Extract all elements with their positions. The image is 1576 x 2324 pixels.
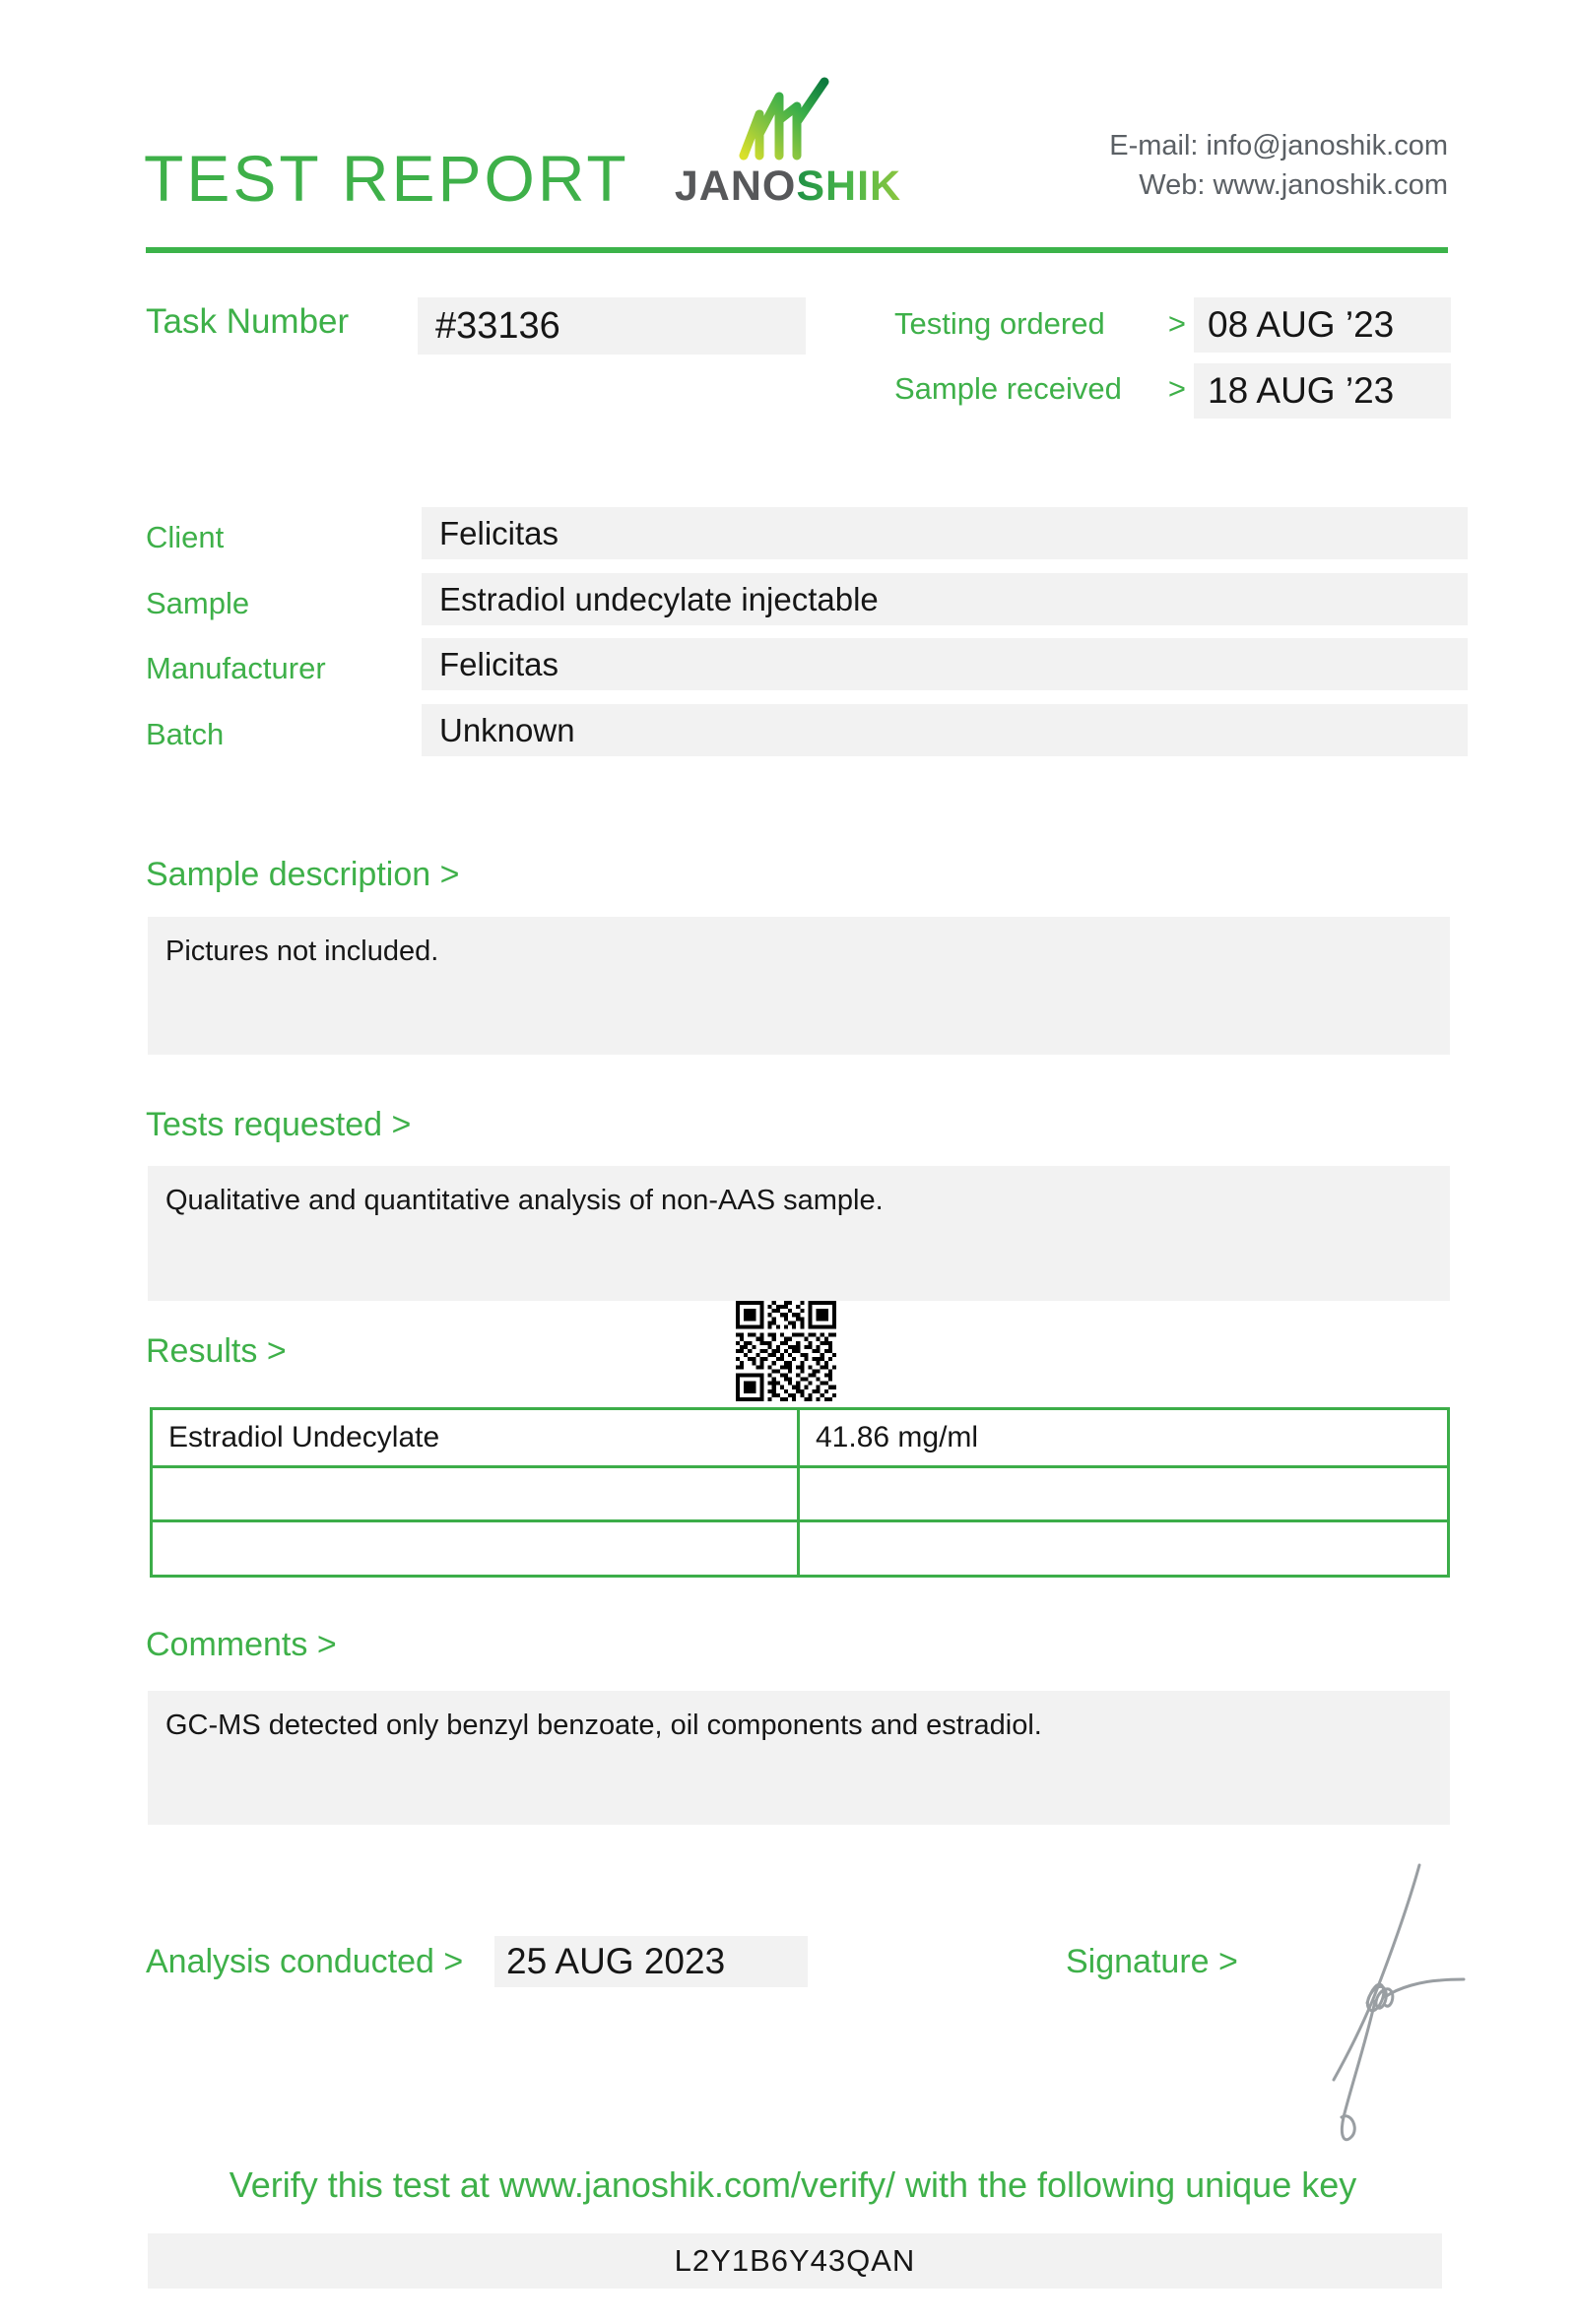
- results-table: [150, 1407, 1450, 1578]
- contact-email: E-mail: info@janoshik.com: [1109, 130, 1448, 161]
- page-title: TEST REPORT: [144, 142, 629, 215]
- client-label: Client: [146, 520, 225, 554]
- manufacturer-label: Manufacturer: [146, 651, 326, 685]
- growth-chart-icon: [737, 77, 837, 163]
- result-row-value: [797, 1465, 1447, 1520]
- manufacturer-value: Felicitas: [422, 638, 1468, 690]
- handwritten-signature: [1273, 1843, 1489, 2159]
- comments-heading: Comments >: [146, 1626, 337, 1663]
- verify-instruction: Verify this test at www.janoshik.com/verify/ with the following unique key: [229, 2164, 1357, 2205]
- logo-word-shik: SHIK: [796, 162, 902, 210]
- signature-label: Signature >: [1066, 1943, 1238, 1980]
- sample-description-box: Pictures not included.: [148, 917, 1450, 1055]
- analysis-conducted-value: 25 AUG 2023: [494, 1936, 808, 1987]
- comments-box: GC-MS detected only benzyl benzoate, oil components and estradiol.: [148, 1691, 1450, 1825]
- result-row-value: 41.86 mg/ml: [797, 1410, 1447, 1465]
- sample-received-value: 18 AUG ’23: [1194, 363, 1451, 419]
- testing-ordered-text: Testing ordered: [894, 306, 1105, 341]
- result-row-name: [153, 1519, 797, 1575]
- results-heading: Results >: [146, 1332, 287, 1370]
- testing-ordered-value: 08 AUG ’23: [1194, 297, 1451, 353]
- batch-value: Unknown: [422, 704, 1468, 756]
- sample-received-text: Sample received: [894, 371, 1122, 406]
- batch-label: Batch: [146, 717, 225, 751]
- sample-label: Sample: [146, 586, 250, 620]
- contact-web: Web: www.janoshik.com: [1139, 169, 1448, 201]
- unique-key-value: L2Y1B6Y43QAN: [148, 2233, 1442, 2289]
- sample-description-heading: Sample description >: [146, 856, 460, 893]
- header-divider: [146, 247, 1448, 253]
- result-row-value: [797, 1519, 1447, 1575]
- logo-word-jano: JANO: [674, 162, 797, 210]
- result-row-name: Estradiol Undecylate: [168, 1420, 440, 1453]
- logo-wordmark: [650, 162, 926, 210]
- testing-ordered-label: [894, 305, 1186, 342]
- task-number-label: Task Number: [146, 302, 350, 341]
- tests-requested-heading: Tests requested >: [146, 1106, 412, 1143]
- contact-info: [1109, 126, 1448, 205]
- sample-value: Estradiol undecylate injectable: [422, 573, 1468, 625]
- task-number-value: #33136: [418, 297, 806, 355]
- testing-ordered-arrow: >: [1167, 306, 1186, 341]
- analysis-conducted-label: Analysis conducted >: [146, 1943, 464, 1980]
- sample-received-arrow: >: [1167, 371, 1186, 406]
- client-value: Felicitas: [422, 507, 1468, 559]
- qr-code: [736, 1301, 836, 1401]
- sample-received-label: [894, 370, 1186, 407]
- result-row-name: [153, 1465, 797, 1520]
- tests-requested-box: Qualitative and quantitative analysis of non-AAS sample.: [148, 1166, 1450, 1301]
